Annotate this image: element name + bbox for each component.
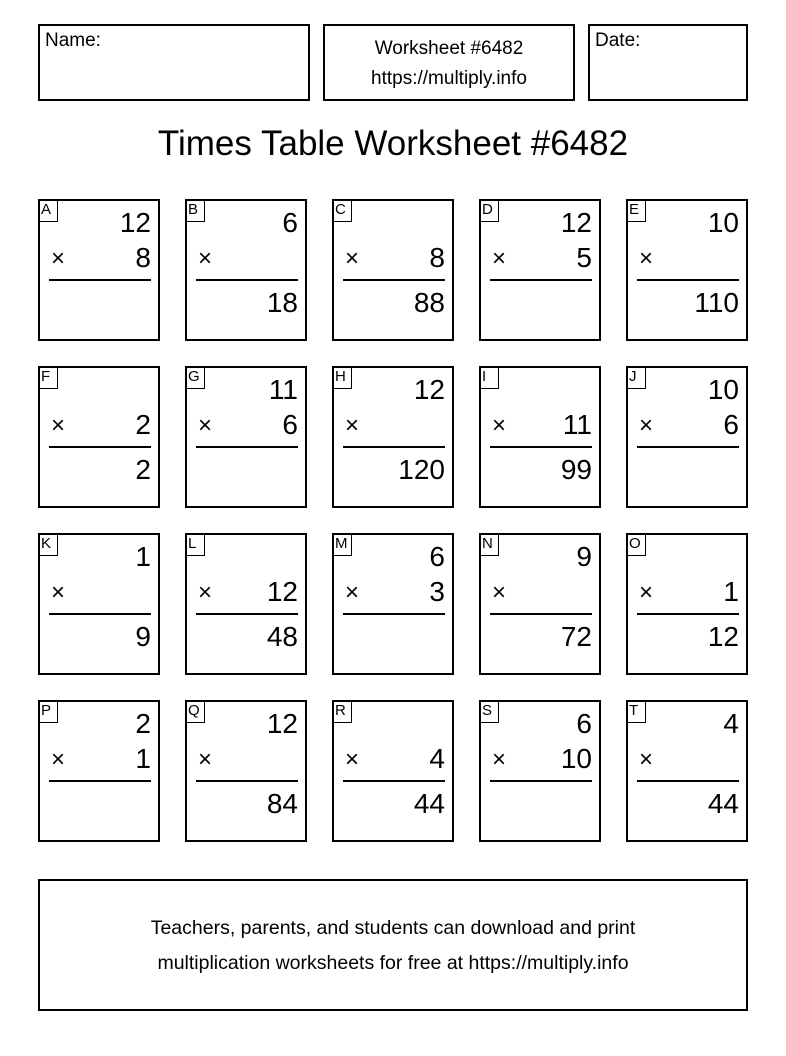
problem-letter: E <box>626 199 646 222</box>
problem-letter: O <box>626 533 646 556</box>
top-operand: 10 <box>707 374 739 405</box>
product: 120 <box>398 454 445 485</box>
problem-card-p <box>38 700 160 842</box>
multiplier: 3 <box>429 576 445 607</box>
problem-card-d <box>479 199 601 341</box>
problem-letter: H <box>332 366 352 389</box>
problem-letter: C <box>332 199 352 222</box>
date-field[interactable] <box>588 24 748 101</box>
answer-rule <box>196 613 298 615</box>
multiplier: 11 <box>562 409 592 440</box>
problem-letter: F <box>38 366 58 389</box>
footer-line-2: multiplication worksheets for free at https://multiply.info <box>157 952 629 974</box>
problem-letter: N <box>479 533 499 556</box>
problem-letter: M <box>332 533 352 556</box>
times-sign: × <box>51 746 66 773</box>
worksheet-url: https://multiply.info <box>371 68 527 89</box>
answer-rule <box>490 613 592 615</box>
times-sign: × <box>51 412 66 439</box>
answer-rule <box>490 446 592 448</box>
problem-card-q <box>185 700 307 842</box>
product: 2 <box>135 454 151 485</box>
problem-letter: D <box>479 199 499 222</box>
answer-rule <box>343 446 445 448</box>
answer-rule <box>343 613 445 615</box>
problem-letter: T <box>626 700 646 723</box>
top-operand: 10 <box>707 207 739 238</box>
answer-rule <box>637 279 739 281</box>
top-operand: 11 <box>268 374 298 405</box>
problem-card-t <box>626 700 748 842</box>
answer-rule <box>490 780 592 782</box>
top-operand: 6 <box>576 708 592 739</box>
top-operand: 6 <box>282 207 298 238</box>
multiplier: 10 <box>560 743 592 774</box>
times-sign: × <box>492 746 507 773</box>
problem-card-j <box>626 366 748 508</box>
answer-rule <box>196 279 298 281</box>
problem-letter: K <box>38 533 58 556</box>
times-sign: × <box>492 412 507 439</box>
times-sign: × <box>639 412 654 439</box>
answer-rule <box>49 780 151 782</box>
top-operand: 9 <box>576 541 592 572</box>
answer-rule <box>49 279 151 281</box>
problem-card-s <box>479 700 601 842</box>
times-sign: × <box>345 579 360 606</box>
top-operand: 12 <box>266 708 298 739</box>
product: 99 <box>560 454 592 485</box>
top-operand: 12 <box>413 374 445 405</box>
problem-letter: I <box>479 366 499 389</box>
times-sign: × <box>345 245 360 272</box>
worksheet-number: Worksheet #6482 <box>374 38 524 59</box>
answer-rule <box>49 613 151 615</box>
problem-card-r <box>332 700 454 842</box>
problem-letter: J <box>626 366 646 389</box>
problem-card-o <box>626 533 748 675</box>
problem-card-b <box>185 199 307 341</box>
top-operand: 12 <box>560 207 592 238</box>
problem-card-f <box>38 366 160 508</box>
problem-letter: Q <box>185 700 205 723</box>
times-sign: × <box>198 746 213 773</box>
date-label: Date: <box>595 30 641 51</box>
product: 9 <box>135 621 151 652</box>
times-sign: × <box>198 245 213 272</box>
problem-card-i <box>479 366 601 508</box>
times-sign: × <box>639 245 654 272</box>
product: 84 <box>266 788 298 819</box>
top-operand: 12 <box>119 207 151 238</box>
problem-letter: P <box>38 700 58 723</box>
multiplier: 4 <box>429 743 445 774</box>
problem-letter: R <box>332 700 352 723</box>
product: 44 <box>413 788 445 819</box>
product: 88 <box>413 287 445 318</box>
problem-card-m <box>332 533 454 675</box>
times-sign: × <box>345 746 360 773</box>
problem-card-c <box>332 199 454 341</box>
top-operand: 4 <box>723 708 739 739</box>
page-title: Times Table Worksheet #6482 <box>157 124 629 163</box>
times-sign: × <box>51 245 66 272</box>
problem-letter: B <box>185 199 205 222</box>
problem-letter: S <box>479 700 499 723</box>
answer-rule <box>343 279 445 281</box>
times-sign: × <box>492 579 507 606</box>
times-sign: × <box>345 412 360 439</box>
multiplier: 1 <box>135 743 151 774</box>
multiplier: 8 <box>135 242 151 273</box>
top-operand: 2 <box>135 708 151 739</box>
problem-card-e <box>626 199 748 341</box>
name-field[interactable] <box>38 24 310 101</box>
multiplier: 1 <box>723 576 739 607</box>
answer-rule <box>196 780 298 782</box>
multiplier: 2 <box>135 409 151 440</box>
product: 18 <box>266 287 298 318</box>
times-sign: × <box>639 579 654 606</box>
answer-rule <box>196 446 298 448</box>
problem-card-n <box>479 533 601 675</box>
product: 72 <box>560 621 592 652</box>
problem-letter: L <box>185 533 205 556</box>
answer-rule <box>49 446 151 448</box>
answer-rule <box>637 446 739 448</box>
footer-line-1: Teachers, parents, and students can download and print <box>150 917 636 939</box>
answer-rule <box>490 279 592 281</box>
product: 44 <box>707 788 739 819</box>
problem-card-l <box>185 533 307 675</box>
multiplier: 8 <box>429 242 445 273</box>
multiplier: 12 <box>266 576 298 607</box>
problem-card-h <box>332 366 454 508</box>
product: 110 <box>694 287 739 318</box>
multiplier: 6 <box>282 409 298 440</box>
times-sign: × <box>492 245 507 272</box>
answer-rule <box>637 613 739 615</box>
times-sign: × <box>198 412 213 439</box>
answer-rule <box>637 780 739 782</box>
answer-rule <box>343 780 445 782</box>
product: 48 <box>266 621 298 652</box>
worksheet-id-box <box>323 24 575 101</box>
times-sign: × <box>51 579 66 606</box>
problem-letter: A <box>38 199 58 222</box>
product: 12 <box>707 621 739 652</box>
problem-card-a <box>38 199 160 341</box>
name-label: Name: <box>45 30 101 51</box>
footer-note <box>38 879 748 1011</box>
problem-card-g <box>185 366 307 508</box>
problem-card-k <box>38 533 160 675</box>
times-sign: × <box>639 746 654 773</box>
multiplier: 5 <box>576 242 592 273</box>
problem-letter: G <box>185 366 205 389</box>
top-operand: 6 <box>429 541 445 572</box>
top-operand: 1 <box>135 541 151 572</box>
times-sign: × <box>198 579 213 606</box>
multiplier: 6 <box>723 409 739 440</box>
